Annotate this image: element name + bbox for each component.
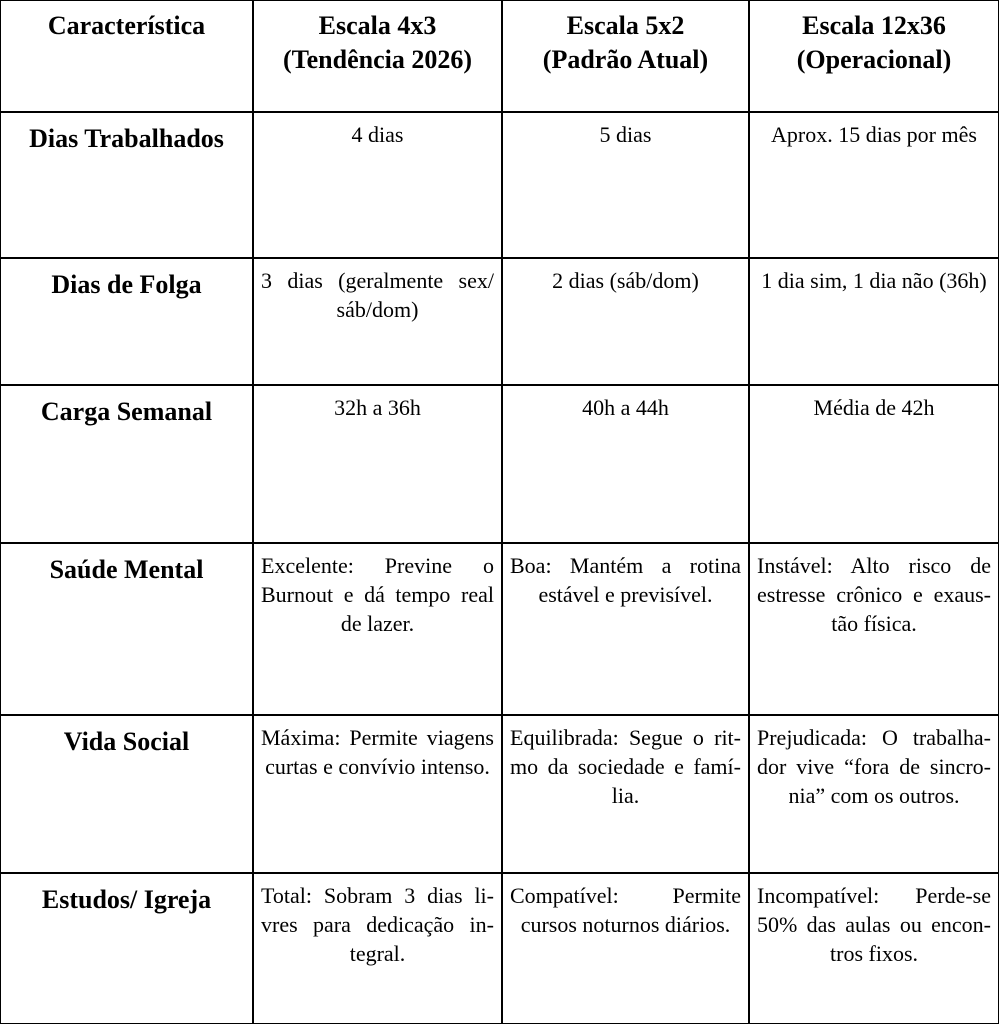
header-escala-4x3	[253, 0, 502, 112]
column-title: Escala 5x2	[566, 11, 685, 40]
header-escala-12x36	[749, 0, 999, 112]
cell-4x3: Total: Sobram 3 dias livres para dedicação integral.	[253, 873, 502, 1024]
row-dias-trabalhados	[0, 112, 999, 258]
cell-12x36: Média de 42h	[749, 385, 999, 543]
cell-5x2: 5 dias	[502, 112, 749, 258]
column-title: Escala 4x3	[318, 11, 437, 40]
column-subtitle: (Tendência 2026)	[283, 45, 472, 74]
cell-4x3: Excelente: Previne o Burnout e dá tempo real de lazer.	[253, 543, 502, 715]
header-row	[0, 0, 999, 112]
row-carga-semanal	[0, 385, 999, 543]
header-escala-5x2	[502, 0, 749, 112]
cell-12x36: Aprox. 15 dias por mês	[749, 112, 999, 258]
column-subtitle: (Padrão Atual)	[542, 45, 709, 74]
column-title: Característica	[47, 11, 206, 40]
cell-12x36: 1 dia sim, 1 dia não (36h)	[749, 258, 999, 385]
row-label: Saúde Mental	[0, 543, 253, 715]
cell-5x2: 40h a 44h	[502, 385, 749, 543]
cell-5x2: 2 dias (sáb/dom)	[502, 258, 749, 385]
row-label: Dias Trabalhados	[0, 112, 253, 258]
cell-4x3: 32h a 36h	[253, 385, 502, 543]
cell-4x3: Máxima: Permite viagens curtas e convívio intenso.	[253, 715, 502, 873]
row-dias-de-folga	[0, 258, 999, 385]
cell-12x36: Prejudicada: O trabalhador vive “fora de sincronia” com os outros.	[749, 715, 999, 873]
cell-5x2: Boa: Mantém a rotina estável e previsível.	[502, 543, 749, 715]
row-label: Estudos/ Igreja	[0, 873, 253, 1024]
cell-4x3: 4 dias	[253, 112, 502, 258]
row-vida-social	[0, 715, 999, 873]
column-title: Escala 12x36	[802, 11, 946, 40]
cell-12x36: Instável: Alto risco de estresse crônico e exaustão física.	[749, 543, 999, 715]
cell-5x2: Compatível: Permite cursos noturnos diários.	[502, 873, 749, 1024]
cell-12x36: Incompatível: Perde-se 50% das aulas ou encontros fixos.	[749, 873, 999, 1024]
row-label: Carga Semanal	[0, 385, 253, 543]
row-estudos-igreja	[0, 873, 999, 1024]
row-label: Vida Social	[0, 715, 253, 873]
cell-5x2: Equilibrada: Segue o ritmo da sociedade e família.	[502, 715, 749, 873]
row-label: Dias de Folga	[0, 258, 253, 385]
row-saude-mental	[0, 543, 999, 715]
header-caracteristica	[0, 0, 253, 112]
column-subtitle: (Operacional)	[796, 45, 952, 74]
cell-4x3: 3 dias (geralmente sex/​sáb/dom)	[253, 258, 502, 385]
